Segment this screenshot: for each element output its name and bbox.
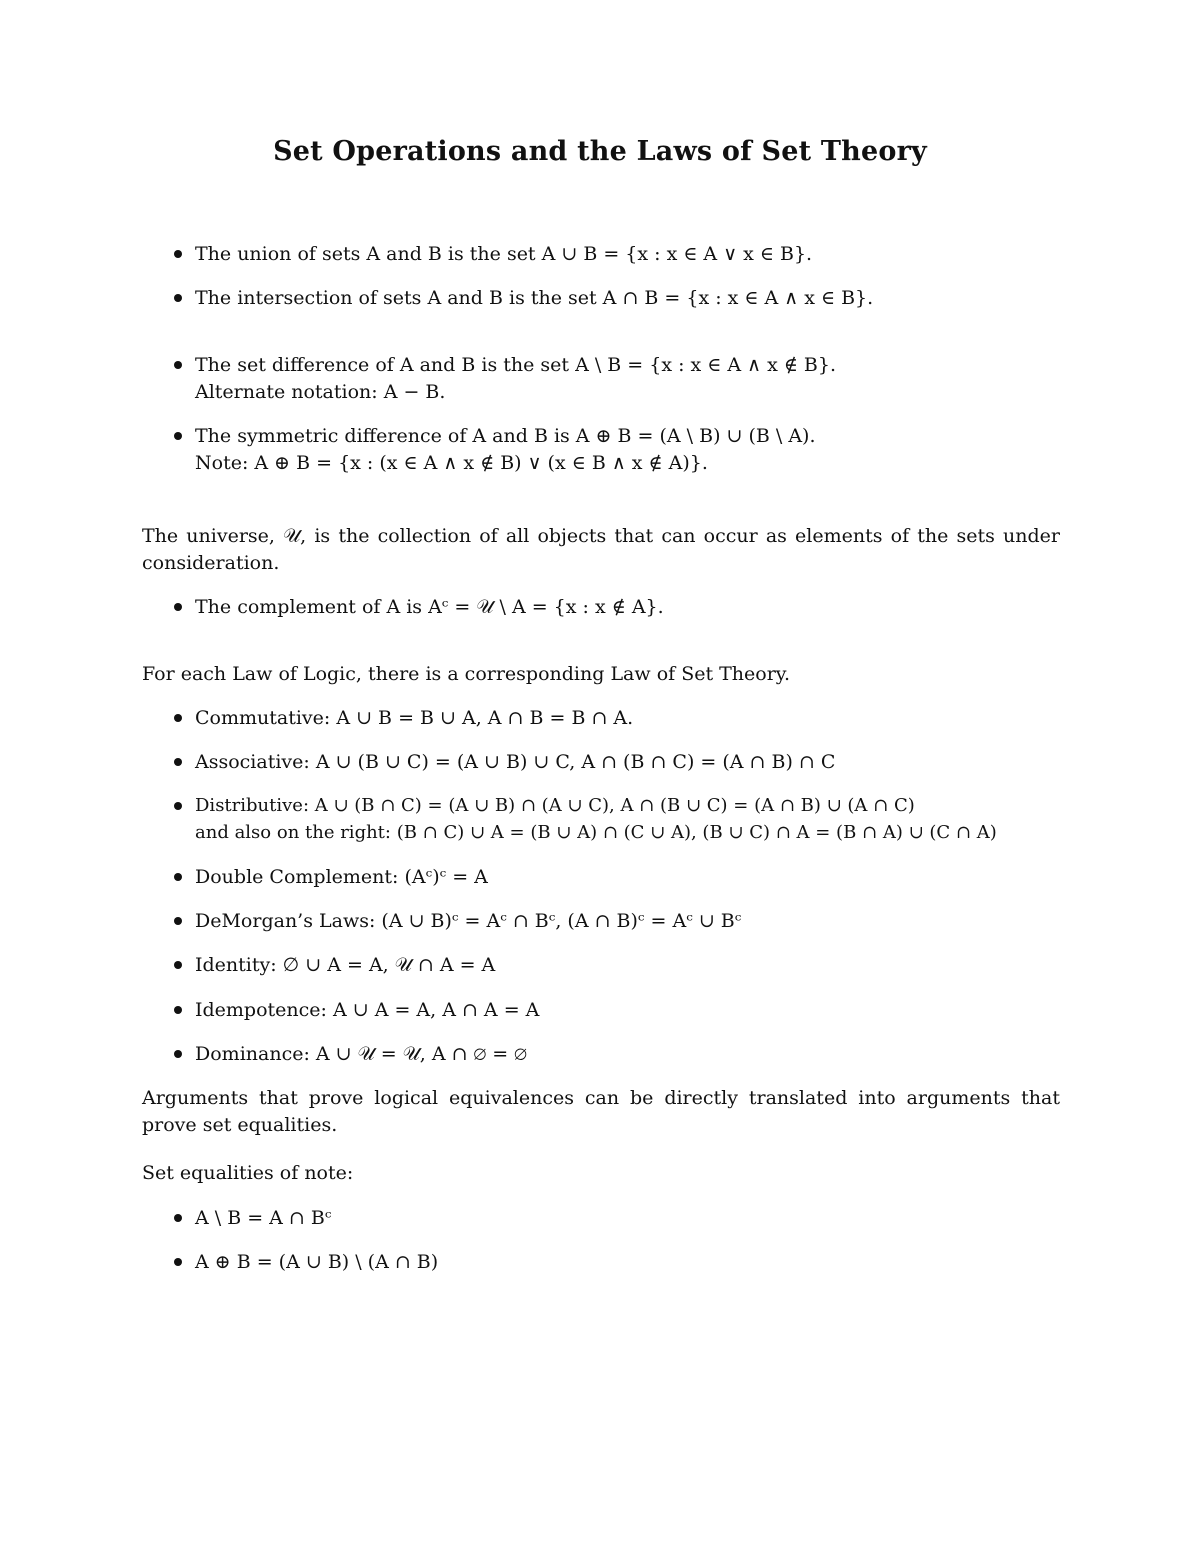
definition-symmetric-difference-note: Note: A ⊕ B = {x : (x ∈ A ∧ x ∉ B) ∨ (x ∈ B ∧ x ∉ A)}. bbox=[195, 452, 708, 474]
definition-symmetric-difference: The symmetric difference of A and B is A ⊕ B = (A \ B) ∪ (B \ A). bbox=[195, 425, 816, 447]
universe-paragraph: The universe, 𝒰, is the collection of all objects that can occur as elements of the sets under consideration. bbox=[142, 525, 1060, 574]
bullet-marker bbox=[174, 294, 182, 302]
equalities-intro: Set equalities of note: bbox=[142, 1162, 354, 1184]
bullet-marker bbox=[174, 758, 182, 766]
bullet-marker bbox=[174, 250, 182, 258]
definition-union: The union of sets A and B is the set A ∪ B = {x : x ∈ A ∨ x ∈ B}. bbox=[195, 243, 813, 265]
bullet-marker bbox=[174, 603, 182, 611]
bullet-marker bbox=[174, 961, 182, 969]
law-distributive-right: and also on the right: (B ∩ C) ∪ A = (B ∪ A) ∩ (C ∪ A), (B ∪ C) ∩ A = (B ∩ A) ∪ (C ∩ A) bbox=[195, 822, 997, 843]
law-associative: Associative: A ∪ (B ∪ C) = (A ∪ B) ∪ C, A ∩ (B ∩ C) = (A ∩ B) ∩ C bbox=[195, 751, 836, 773]
equality-difference: A \ B = A ∩ Bᶜ bbox=[195, 1207, 332, 1229]
bullet-marker bbox=[174, 1050, 182, 1058]
law-distributive: Distributive: A ∪ (B ∩ C) = (A ∪ B) ∩ (A ∪ C), A ∩ (B ∪ C) = (A ∩ B) ∪ (A ∩ C) bbox=[195, 795, 915, 816]
definition-set-difference: The set difference of A and B is the set A \ B = {x : x ∈ A ∧ x ∉ B}. bbox=[195, 354, 837, 376]
bullet-marker bbox=[174, 873, 182, 881]
law-identity: Identity: ∅ ∪ A = A, 𝒰 ∩ A = A bbox=[195, 954, 496, 976]
law-double-complement: Double Complement: (Aᶜ)ᶜ = A bbox=[195, 866, 488, 888]
bullet-marker bbox=[174, 361, 182, 369]
definition-complement: The complement of A is Aᶜ = 𝒰 \ A = {x : x ∉ A}. bbox=[195, 596, 664, 618]
bullet-marker bbox=[174, 714, 182, 722]
bullet-marker bbox=[174, 432, 182, 440]
laws-intro: For each Law of Logic, there is a corresponding Law of Set Theory. bbox=[142, 663, 791, 685]
arguments-paragraph: Arguments that prove logical equivalences can be directly translated into arguments that prove set equalities. bbox=[142, 1087, 1060, 1136]
bullet-marker bbox=[174, 917, 182, 925]
definition-set-difference-note: Alternate notation: A − B. bbox=[195, 381, 446, 403]
bullet-marker bbox=[174, 802, 182, 810]
definition-intersection: The intersection of sets A and B is the set A ∩ B = {x : x ∈ A ∧ x ∈ B}. bbox=[195, 287, 874, 309]
bullet-marker bbox=[174, 1214, 182, 1222]
law-dominance: Dominance: A ∪ 𝒰 = 𝒰, A ∩ ∅ = ∅ bbox=[195, 1043, 527, 1065]
law-idempotence: Idempotence: A ∪ A = A, A ∩ A = A bbox=[195, 999, 540, 1021]
equality-symmetric-difference: A ⊕ B = (A ∪ B) \ (A ∩ B) bbox=[195, 1251, 439, 1273]
law-demorgan: DeMorgan’s Laws: (A ∪ B)ᶜ = Aᶜ ∩ Bᶜ, (A ∩ B)ᶜ = Aᶜ ∪ Bᶜ bbox=[195, 910, 742, 932]
law-commutative: Commutative: A ∪ B = B ∪ A, A ∩ B = B ∩ A. bbox=[195, 707, 634, 729]
bullet-marker bbox=[174, 1006, 182, 1014]
page-title: Set Operations and the Laws of Set Theory bbox=[273, 136, 927, 167]
bullet-marker bbox=[174, 1258, 182, 1266]
